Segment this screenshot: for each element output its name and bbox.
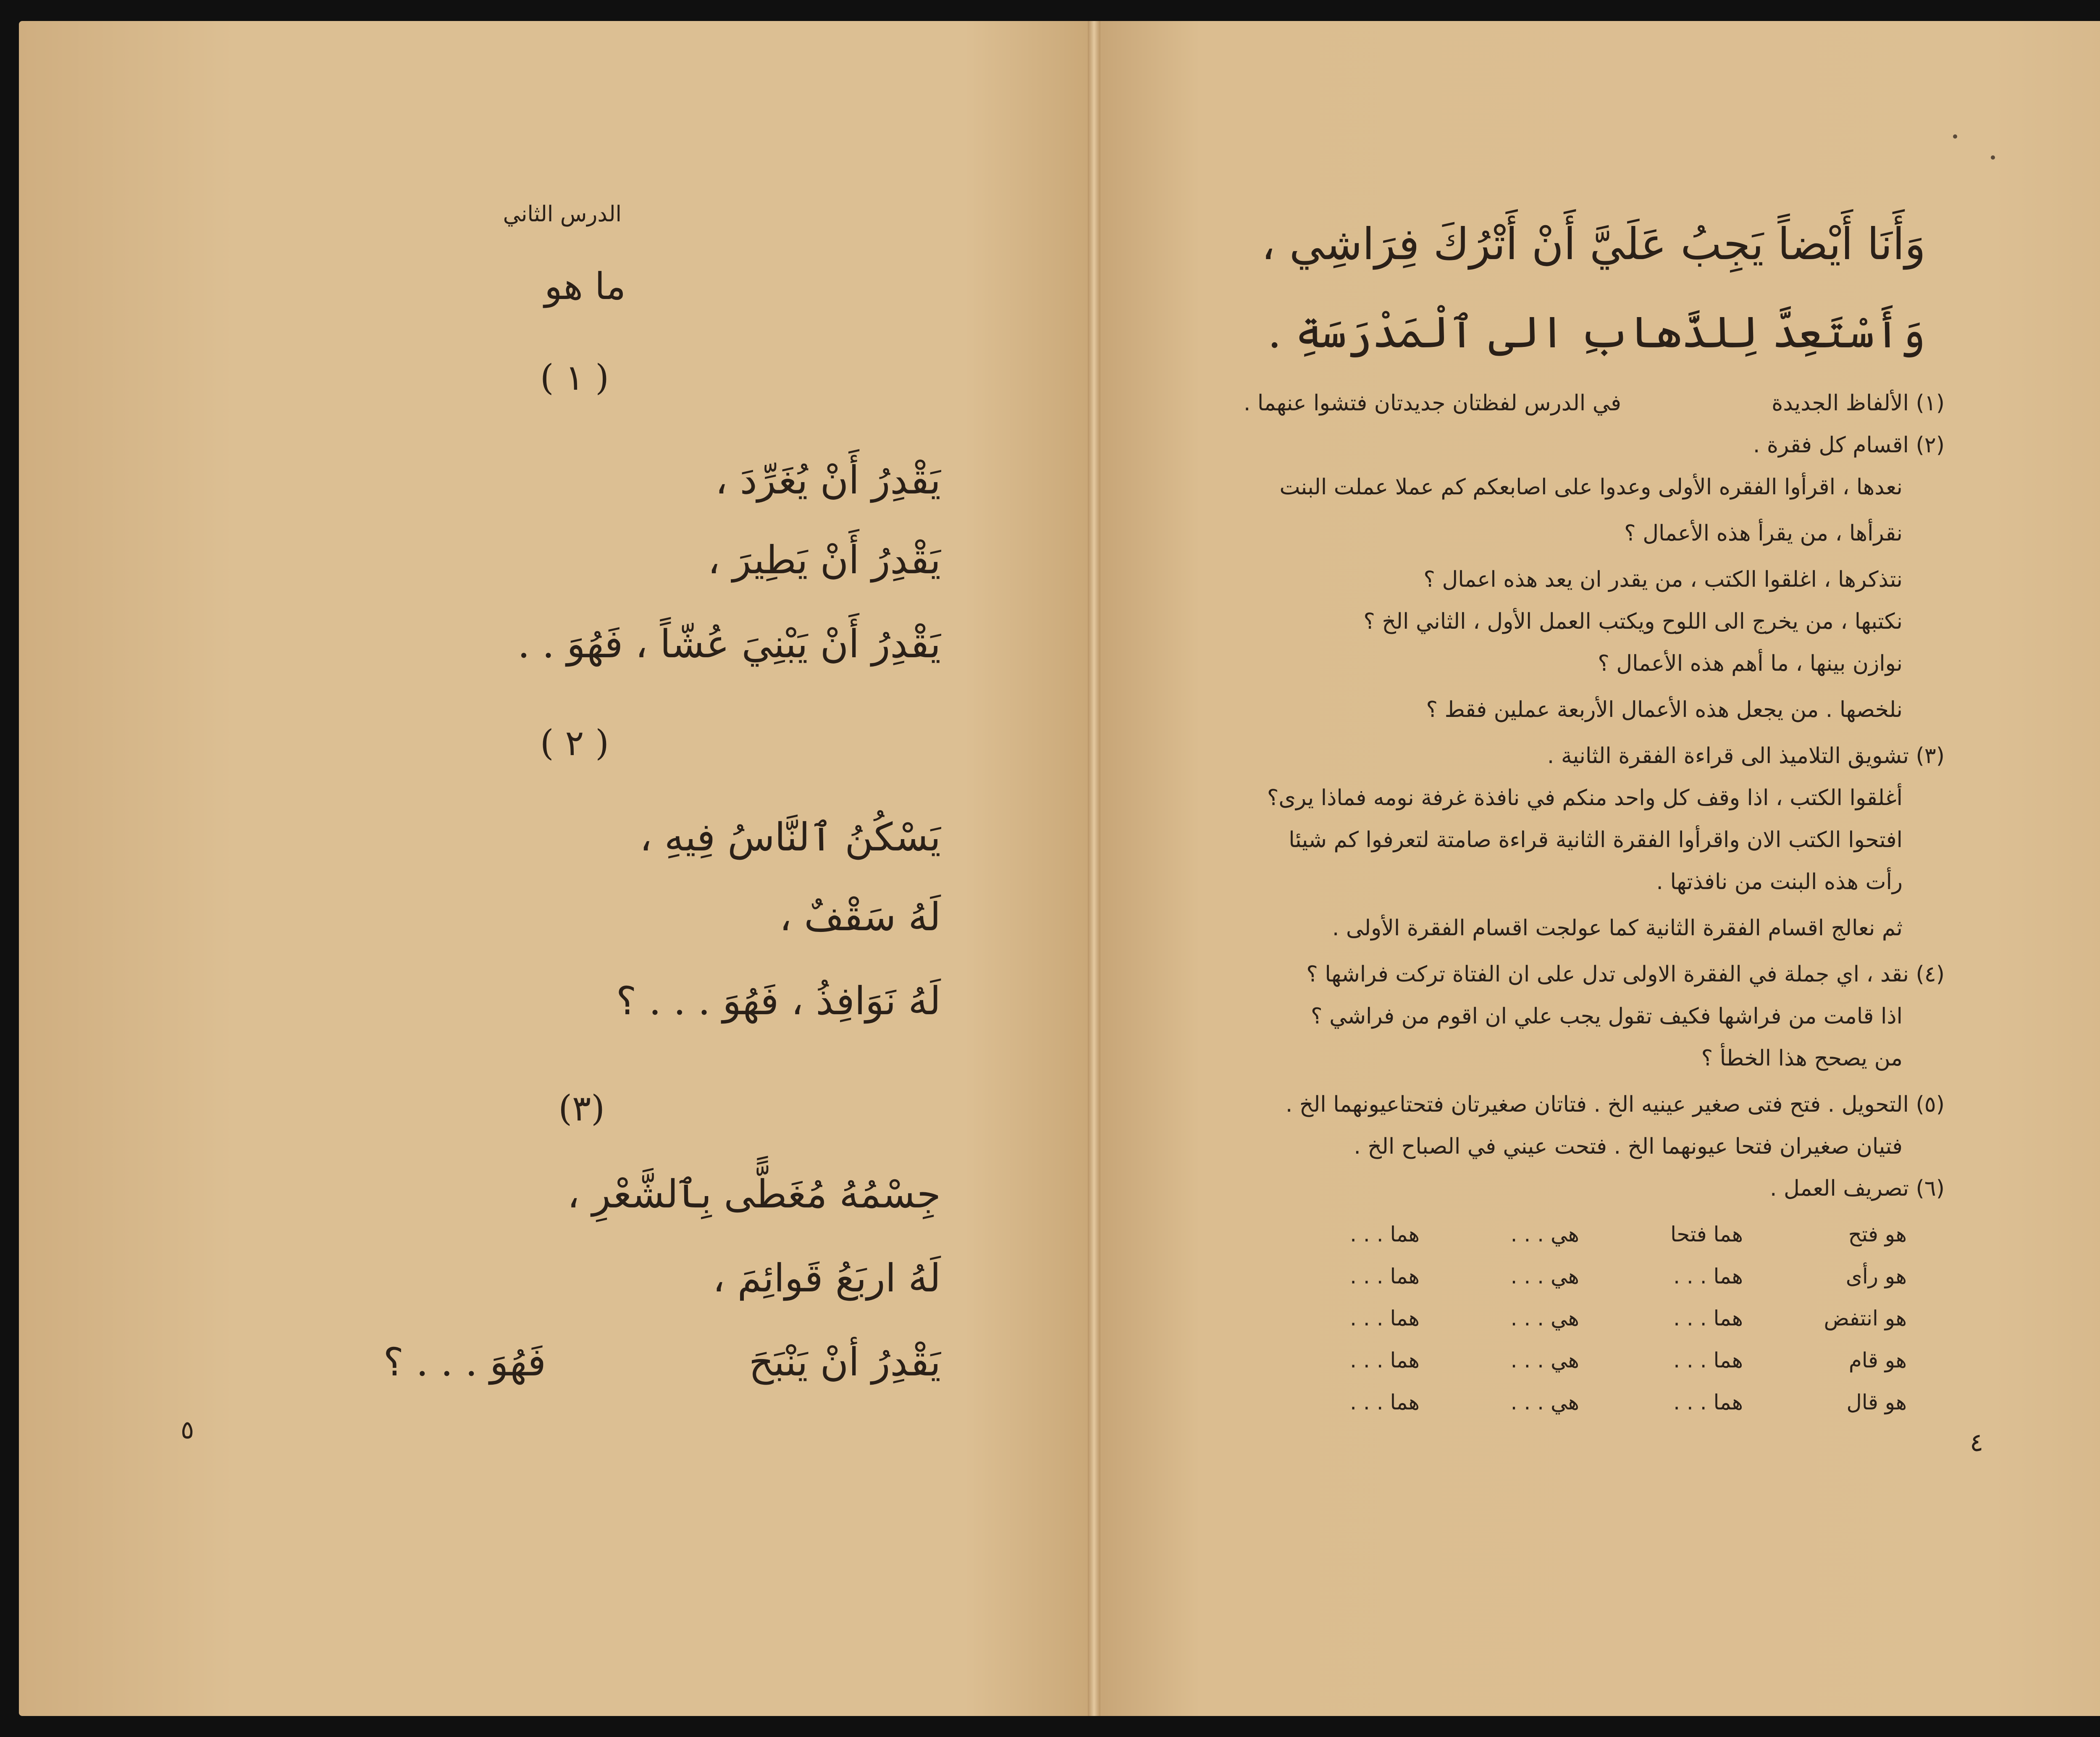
poem-line: يَقْدِرُ أَنْ يَطِيرَ ، [707, 538, 941, 582]
exercise-line: نتذكرها ، اغلقوا الكتب ، من يقدر ان يعد هذه اعمال ؟ [1423, 567, 1903, 592]
poem-line: لَهُ نَوَافِذُ ، فَهُوَ . . . ؟ [616, 979, 941, 1023]
conjugation-cell: هما . . . [1673, 1264, 1743, 1288]
exercise-line: (٣) تشويق التلاميذ الى قراءة الفقرة الثانية . [1547, 743, 1945, 769]
exercise-line: اذا قامت من فراشها فكيف تقول يجب علي ان اقوم من فراشي ؟ [1311, 1004, 1903, 1029]
exercise-line: (١) الألفاظ الجديدة [1772, 391, 1945, 416]
heading-line: وَأَنَا أَيْضاً يَجِبُ عَلَيَّ أَنْ أَتْرُكَ فِرَاشِي ، [1261, 218, 1926, 270]
poem-line: فَهُوَ . . . ؟ [383, 1340, 546, 1385]
exercise-line: في الدرس لفظتان جديدتان فتشوا عنهما . [1243, 391, 1621, 416]
conjugation-cell: هما . . . [1350, 1222, 1420, 1246]
conjugation-cell: هو رأى [1845, 1264, 1907, 1288]
exercise-line: افتحوا الكتب الان واقرأوا الفقرة الثانية قراءة صامتة لتعرفوا كم شيئا [1289, 827, 1903, 853]
lesson-title: ما هو [544, 265, 626, 308]
book-spine [1088, 21, 1100, 1716]
ink-speck [1953, 134, 1957, 139]
conjugation-cell: هما . . . [1350, 1264, 1420, 1288]
page-number: ٤ [1970, 1428, 1984, 1457]
exercise-line: نعدها ، اقرأوا الفقره الأولى وعدوا على اصابعكم كم عملا عملت البنت [1279, 475, 1903, 500]
exercise-line: ثم نعالج اقسام الفقرة الثانية كما عولجت اقسام الفقرة الأولى . [1332, 916, 1903, 941]
conjugation-cell: هي . . . [1510, 1264, 1579, 1288]
poem-line: لَهُ سَقْفٌ ، [779, 895, 941, 939]
exercise-line: رأت هذه البنت من نافذتها . [1656, 869, 1903, 895]
exercise-line: (٢) اقسام كل فقرة . [1753, 433, 1945, 458]
exercise-line: نكتبها ، من يخرج الى اللوح ويكتب العمل الأول ، الثاني الخ ؟ [1363, 609, 1903, 634]
conjugation-cell: هو فتح [1848, 1222, 1907, 1246]
exercise-line: نلخصها . من يجعل هذه الأعمال الأربعة عملين فقط ؟ [1426, 697, 1903, 722]
conjugation-cell: هي . . . [1510, 1348, 1579, 1372]
poem-line: يَقْدِرُ أنْ يَنْبَحَ [749, 1340, 941, 1385]
poem-line: يَقْدِرُ أَنْ يُغَرِّدَ ، [715, 458, 941, 503]
conjugation-cell: هما . . . [1350, 1390, 1420, 1414]
section-number: ( ١ ) [540, 357, 609, 398]
section-number: ( ٢ ) [540, 722, 609, 764]
poem-line: لَهُ اربَعُ قَوائِمَ ، [712, 1256, 941, 1301]
page-number: ٥ [181, 1415, 194, 1445]
exercise-line: (٦) تصريف العمل . [1769, 1176, 1945, 1201]
poem-line: يَسْكُنُ ٱلنَّاسُ فِيهِ ، [639, 815, 941, 860]
section-number: (٣) [558, 1088, 605, 1129]
right-page [1094, 21, 2100, 1716]
conjugation-cell: هو انتفض [1824, 1306, 1907, 1330]
conjugation-cell: هما . . . [1673, 1390, 1743, 1414]
exercise-line: (٤) نقد ، اي جملة في الفقرة الاولى تدل على ان الفتاة تركت فراشها ؟ [1306, 962, 1945, 987]
exercise-line: نقرأها ، من يقرأ هذه الأعمال ؟ [1624, 521, 1903, 546]
conjugation-cell: هما فتحا [1670, 1222, 1743, 1246]
conjugation-cell: هما . . . [1350, 1306, 1420, 1330]
conjugation-cell: هو قال [1846, 1390, 1907, 1414]
exercise-line: (٥) التحويل . فتح فتى صغير عينيه الخ . فتاتان صغيرتان فتحتاعيونهما الخ . [1285, 1092, 1945, 1117]
exercise-line: فتيان صغيران فتحا عيونهما الخ . فتحت عيني في الصباح الخ . [1354, 1134, 1903, 1159]
conjugation-cell: هي . . . [1510, 1306, 1579, 1330]
poem-line: جِسْمُهُ مُغَطًّى بِٱلشَّعْرِ ، [567, 1172, 941, 1217]
heading-line: وَأَسْتَعِدَّ لِلذَّهابِ الى ٱلْمَدْرَسَةِ . [1268, 307, 1926, 358]
conjugation-cell: هو قام [1848, 1348, 1907, 1372]
conjugation-cell: هما . . . [1350, 1348, 1420, 1372]
poem-line: يَقْدِرُ أَنْ يَبْنِيَ عُشّاً ، فَهُوَ . . [517, 622, 941, 666]
exercise-line: أغلقوا الكتب ، اذا وقف كل واحد منكم في نافذة غرفة نومه فماذا يرى؟ [1267, 785, 1903, 811]
conjugation-cell: هي . . . [1510, 1222, 1579, 1246]
conjugation-cell: هما . . . [1673, 1306, 1743, 1330]
ink-speck [1991, 155, 1995, 160]
exercise-line: نوازن بينها ، ما أهم هذه الأعمال ؟ [1598, 651, 1903, 676]
conjugation-cell: هي . . . [1510, 1390, 1579, 1414]
lesson-label: الدرس الثاني [503, 202, 622, 227]
exercise-line: من يصحح هذا الخطأ ؟ [1701, 1046, 1903, 1071]
conjugation-cell: هما . . . [1673, 1348, 1743, 1372]
